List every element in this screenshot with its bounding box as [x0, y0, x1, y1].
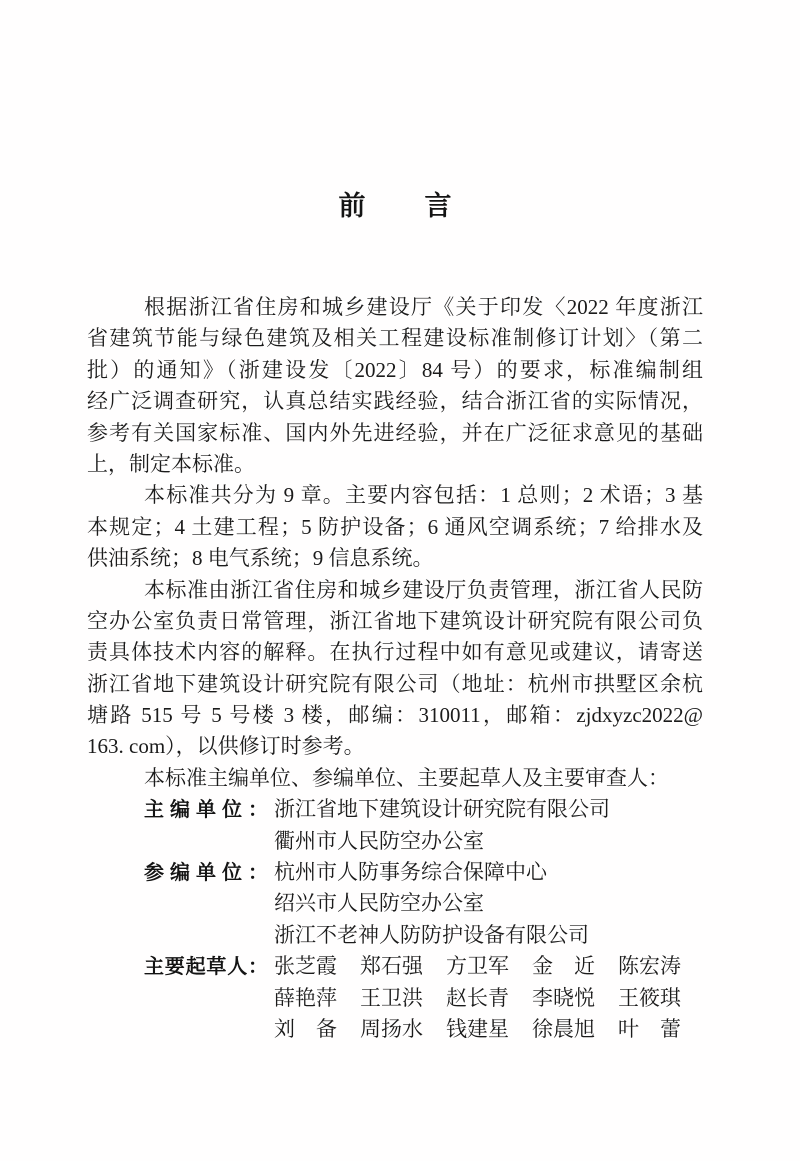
paragraphs — [87, 292, 703, 794]
credit-block — [87, 951, 703, 1045]
unit-name: 绍兴市人民防空办公室 — [274, 891, 484, 916]
person-name: 李晓悦 — [532, 985, 595, 1010]
paragraph — [87, 575, 703, 763]
person-name: 方卫军 — [446, 954, 509, 979]
text-line: 本标准主编单位、参编单位、主要起草人及主要审查人： — [144, 765, 669, 790]
credit-label-char: 编 — [170, 860, 190, 885]
credit-label-char: 主 — [144, 954, 164, 979]
credit-label-char: 人 — [227, 954, 248, 979]
credit-label-char: 参 — [144, 860, 164, 885]
text-line: 163. com），以供修订时参考。 — [87, 734, 365, 759]
text-line: 本标准由浙江省住房和城乡建设厅负责管理，浙江省人民防 — [144, 577, 703, 602]
person-name: 王筱琪 — [618, 985, 681, 1010]
drafter-row — [274, 1014, 703, 1045]
credit-block — [87, 857, 703, 951]
credit-content — [274, 794, 703, 857]
text-line: 本规定；4 土建工程；5 防护设备；6 通风空调系统；7 给排水及 — [87, 514, 703, 539]
person-name: 徐晨旭 — [532, 1016, 595, 1041]
unit-name: 浙江省地下建筑设计研究院有限公司 — [274, 797, 610, 822]
unit-name: 衢州市人民防空办公室 — [274, 828, 484, 853]
credit-label-char: 单 — [196, 797, 216, 822]
text-line: 经广泛调查研究，认真总结实践经验，结合浙江省的实际情况， — [87, 389, 703, 414]
credit-content — [274, 857, 703, 951]
person-name: 陈宏涛 — [618, 954, 681, 979]
person-name: 叶 蕾 — [618, 1016, 681, 1041]
person-name: 周扬水 — [360, 1016, 423, 1041]
credit-label — [144, 794, 268, 825]
credit-label-char: ： — [247, 954, 268, 979]
credit-label — [144, 857, 268, 888]
page-title: 前 言 — [338, 191, 468, 222]
credits — [87, 794, 703, 1045]
text-line: 上，制定本标准。 — [87, 451, 255, 476]
credit-label-char: 草 — [206, 954, 227, 979]
unit-name: 浙江不老神人防防护设备有限公司 — [274, 922, 589, 947]
text-line: 本标准共分为 9 章。主要内容包括：1 总则；2 术语；3 基 — [144, 483, 703, 508]
person-name: 王卫洪 — [360, 985, 423, 1010]
text-line: 省建筑节能与绿色建筑及相关工程建设标准制修订计划〉（第二 — [87, 326, 703, 351]
credit-label-char: ： — [248, 860, 268, 885]
credit-label-char: 位 — [222, 797, 242, 822]
person-name: 张芝霞 — [274, 954, 337, 979]
credit-label-char: 编 — [170, 797, 190, 822]
paragraph — [87, 480, 703, 574]
credit-label-char: 单 — [196, 860, 216, 885]
drafter-row — [274, 983, 703, 1014]
credit-label-char: 位 — [222, 860, 242, 885]
text-line: 批）的通知》（浙建设发〔2022〕84 号）的要求，标准编制组 — [87, 357, 703, 382]
credit-label-char: 要 — [164, 954, 185, 979]
person-name: 薛艳萍 — [274, 985, 337, 1010]
credit-block — [87, 794, 703, 857]
text-line: 浙江省地下建筑设计研究院有限公司（地址：杭州市拱墅区余杭 — [87, 671, 703, 696]
paragraph — [87, 292, 703, 480]
unit-name: 杭州市人防事务综合保障中心 — [274, 860, 547, 885]
text-line: 参考有关国家标准、国内外先进经验，并在广泛征求意见的基础 — [87, 420, 703, 445]
person-name: 郑石强 — [360, 954, 423, 979]
person-name: 刘 备 — [274, 1016, 337, 1041]
text-line: 责具体技术内容的解释。在执行过程中如有意见或建议，请寄送 — [87, 640, 703, 665]
text-line: 空办公室负责日常管理，浙江省地下建筑设计研究院有限公司负 — [87, 608, 703, 633]
text-line: 供油系统；8 电气系统；9 信息系统。 — [87, 546, 434, 571]
text-line: 根据浙江省住房和城乡建设厅《关于印发〈2022 年度浙江 — [144, 295, 703, 319]
credit-label-char: 起 — [185, 954, 206, 979]
person-name: 金 近 — [532, 954, 595, 979]
text-line: 塘路 515 号 5 号楼 3 楼，邮编：310011，邮箱：zjdxyzc2022@ — [87, 703, 703, 728]
person-name: 钱建星 — [446, 1016, 509, 1041]
credit-content — [274, 951, 703, 1045]
drafter-row — [274, 951, 703, 982]
person-name: 赵长青 — [446, 985, 509, 1010]
paragraph — [87, 763, 703, 794]
credit-label-char: ： — [248, 797, 268, 822]
credit-label — [144, 951, 268, 982]
credit-label-char: 主 — [144, 797, 164, 822]
